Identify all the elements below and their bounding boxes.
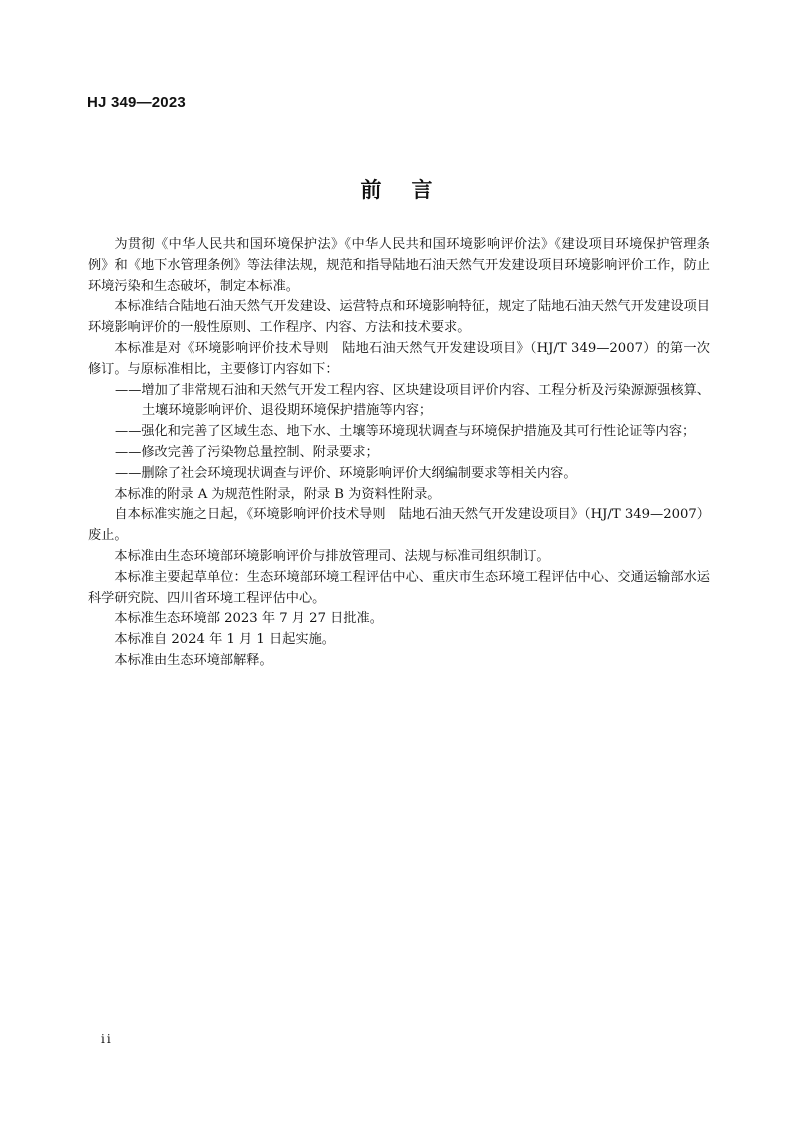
revision-item: ——修改完善了污染物总量控制、附录要求； bbox=[115, 444, 379, 460]
paragraph-purpose: 为贯彻《中华人民共和国环境保护法》《中华人民共和国环境影响评价法》《建设项目环境保护管理条例》和《地下水管理条例》等法律法规，规范和指导陆地石油天然气开发建设项目环境影响评价工作，防止环境污染和生态破坏，制定本标准。 bbox=[88, 237, 710, 294]
revision-item: ——删除了社会环境现状调查与评价、环境影响评价大纲编制要求等相关内容。 bbox=[115, 465, 577, 481]
standard-code: HJ 349—2023 bbox=[87, 94, 186, 111]
paragraph-effective-date: 本标准自 2024 年 1 月 1 日起实施。 bbox=[114, 632, 335, 648]
paragraph-interpretation: 本标准由生态环境部解释。 bbox=[114, 652, 273, 668]
preface-body bbox=[88, 235, 710, 672]
revision-item: ——强化和完善了区域生态、地下水、土壤等环境现状调查与环境保护措施及其可行性论证等内容； bbox=[115, 424, 696, 440]
paragraph-appendix: 本标准的附录 A 为规范性附录，附录 B 为资料性附录。 bbox=[114, 486, 441, 502]
paragraph-approval: 本标准生态环境部 2023 年 7 月 27 日批准。 bbox=[114, 611, 383, 627]
paragraph-supersede: 自本标准实施之日起，《环境影响评价技术导则 陆地石油天然气开发建设项目》（HJ/T 349—2007）废止。 bbox=[88, 507, 710, 544]
paragraph-scope: 本标准结合陆地石油天然气开发建设、运营特点和环境影响特征，规定了陆地石油天然气开发建设项目环境影响评价的一般性原则、工作程序、内容、方法和技术要求。 bbox=[88, 299, 710, 336]
revision-item: ——增加了非常规石油和天然气开发工程内容、区块建设项目评价内容、工程分析及污染源源强核算、土壤环境影响评价、退役期环境保护措施等内容； bbox=[115, 382, 710, 419]
paragraph-drafters: 本标准主要起草单位：生态环境部环境工程评估中心、重庆市生态环境工程评估中心、交通运输部水运科学研究院、四川省环境工程评估中心。 bbox=[88, 569, 710, 606]
page-title: 前言 bbox=[360, 178, 463, 202]
page-number: ii bbox=[101, 1032, 113, 1046]
paragraph-revision-intro: 本标准是对《环境影响评价技术导则 陆地石油天然气开发建设项目》（HJ/T 349—2007）的第一次修订。与原标准相比，主要修订内容如下： bbox=[88, 340, 710, 377]
paragraph-organizer: 本标准由生态环境部环境影响评价与排放管理司、法规与标准司组织制订。 bbox=[114, 548, 550, 564]
